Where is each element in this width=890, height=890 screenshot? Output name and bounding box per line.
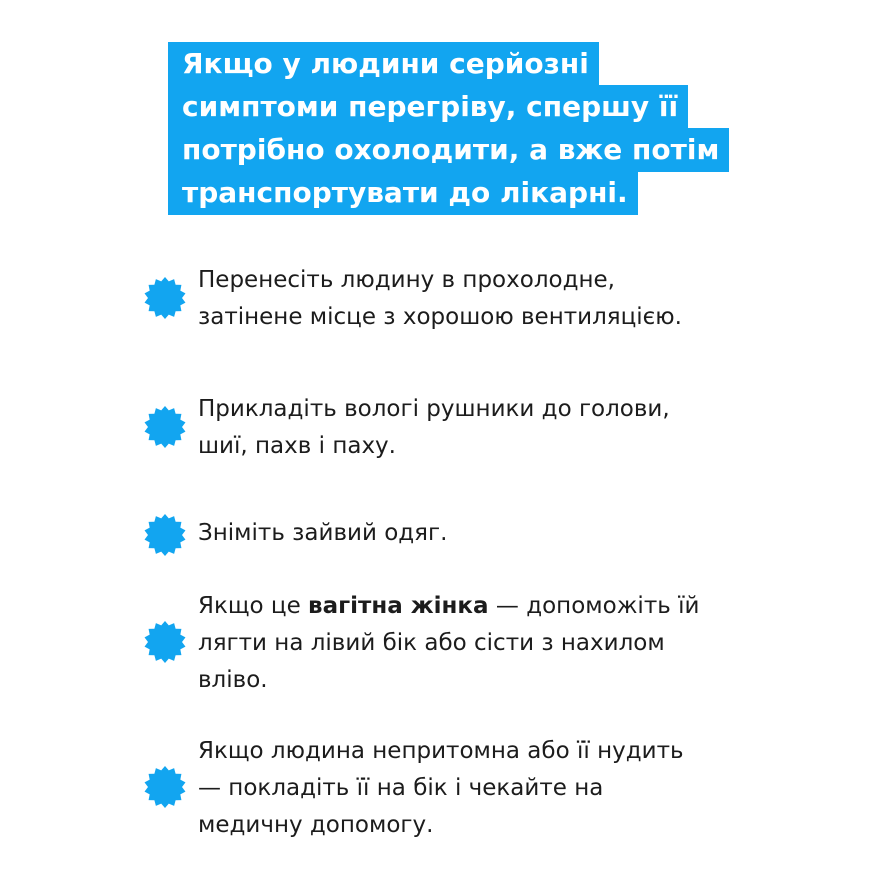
sunburst-bullet-icon [143, 276, 187, 320]
headline-line: Якщо у людини серйозні [168, 42, 599, 86]
sunburst-bullet-icon [143, 765, 187, 809]
list-item-line: Прикладіть вологі рушники до голови, [198, 396, 670, 422]
list-item-line: затінене місце з хорошою вентиляцією. [198, 304, 682, 330]
list-item-text-prefix: Якщо це [198, 593, 309, 619]
list-item-text [198, 391, 670, 465]
sunburst-shape [145, 766, 186, 808]
headline [168, 42, 768, 214]
sunburst-shape [145, 514, 186, 556]
headline-line: потрібно охолодити, а вже потім [168, 128, 729, 172]
sunburst-bullet-icon [143, 513, 187, 557]
list-item-text [198, 588, 699, 699]
sunburst-bullet-icon [143, 620, 187, 664]
list-item-line: медичну допомогу. [198, 812, 434, 838]
list-item-text-suffix: — допоможіть їй [488, 593, 700, 619]
list-item-line: Якщо людина непритомна або її нудить [198, 738, 684, 764]
list-item-text [198, 262, 682, 336]
list-item-text [198, 515, 447, 552]
list-item-text [198, 733, 684, 844]
list-item-line: — покладіть її на бік і чекайте на [198, 775, 604, 801]
list-item-line: лягти на лівий бік або сісти з нахилом [198, 630, 665, 656]
list-item-line: шиї, пахв і паху. [198, 433, 396, 459]
sunburst-bullet-icon [143, 405, 187, 449]
headline-line: транспортувати до лікарні. [168, 171, 638, 215]
list-item-line: вліво. [198, 667, 268, 693]
sunburst-shape [145, 406, 186, 448]
list-item-line: Зніміть зайвий одяг. [198, 520, 448, 546]
emphasis-pregnant-woman: вагітна жінка [308, 593, 489, 619]
sunburst-shape [145, 277, 186, 319]
sunburst-shape [145, 621, 186, 663]
headline-line: симптоми перегріву, спершу її [168, 85, 688, 129]
list-item-line [198, 588, 699, 625]
list-item-line: Перенесіть людину в прохолодне, [198, 267, 615, 293]
